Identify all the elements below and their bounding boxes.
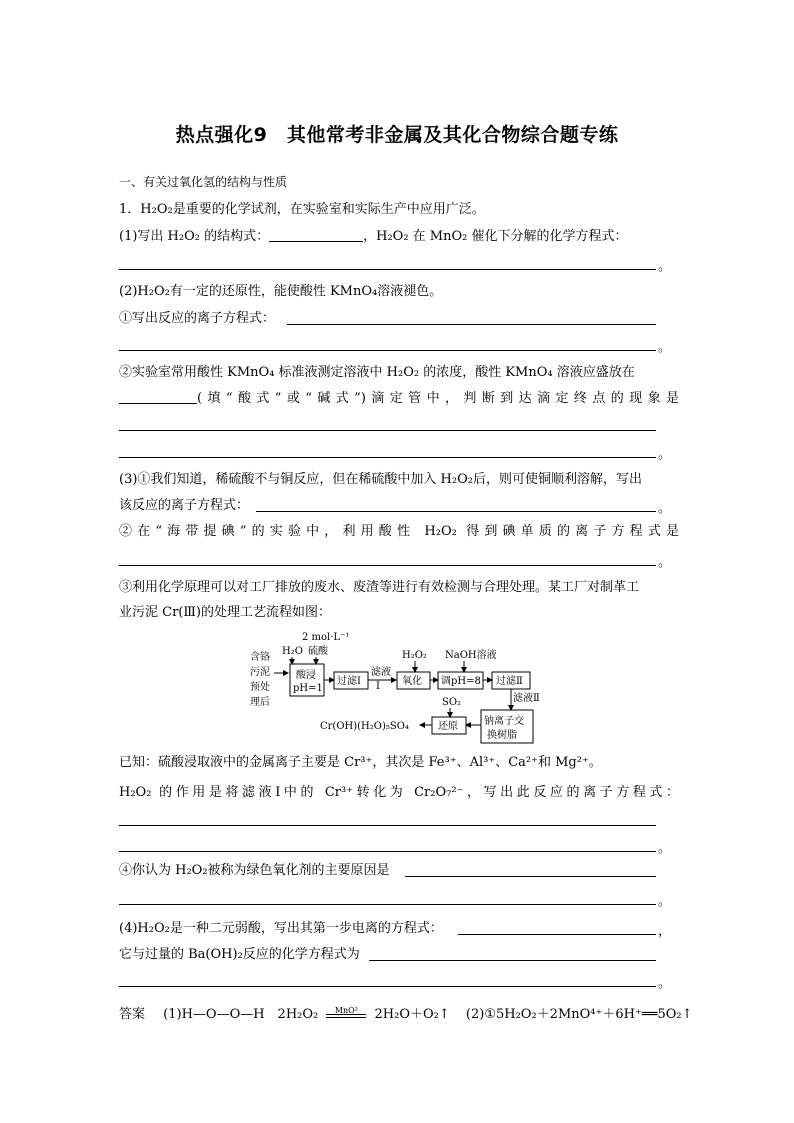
question-2-2-line-b	[119, 389, 679, 409]
burette-type-blank[interactable]	[119, 389, 197, 404]
flow-box-label: pH=1	[293, 683, 323, 694]
answer-line[interactable]	[369, 960, 656, 961]
answer-line[interactable]	[119, 269, 656, 270]
period-mark: 。	[658, 894, 672, 909]
answer-line[interactable]	[119, 565, 656, 566]
period-mark: 。	[658, 976, 672, 991]
reagent-naoh: NaOH溶液	[445, 650, 497, 661]
question-1-line	[119, 227, 679, 247]
answer-line[interactable]	[287, 324, 656, 325]
period-mark: 。	[658, 501, 672, 516]
reagent-h2o2: H₂O₂	[402, 650, 427, 661]
period-mark: 。	[658, 447, 672, 462]
flow-box-label: 调pH=8	[441, 676, 481, 687]
q4-text-b: 它与过量的 Ba(OH)₂反应的化学方程式为	[119, 947, 360, 962]
filtrate-label: Ⅰ	[376, 681, 380, 692]
flow-box-label: 还原	[438, 721, 458, 732]
q1-part1-text-b: ，H₂O₂ 在 MnO₂ 催化下分解的化学方程式：	[363, 229, 628, 244]
reagent-so2: SO₂	[442, 697, 462, 708]
flow-start-label: 理后	[250, 697, 270, 708]
question-3-2-line: ②在“海带提碘”的实验中，利用酸性 H₂O₂ 得到碘单质的离子方程式是	[119, 524, 679, 539]
period-mark: 。	[658, 259, 672, 274]
answer-section	[119, 1003, 693, 1022]
structural-formula-blank[interactable]	[269, 227, 363, 242]
period-mark: 。	[658, 841, 672, 856]
q3-1-text-b: 该反应的离子方程式：	[119, 498, 250, 513]
flow-box-label: 过滤Ⅱ	[496, 676, 523, 687]
reagent-concentration: 2 mol·L⁻¹	[302, 632, 350, 643]
q4-text-a: (4)H₂O₂是一种二元弱酸，写出其第一步电离的方程式：	[119, 921, 443, 936]
reagent-sulfuric-acid: 硫酸	[308, 646, 328, 657]
section-heading: 一、有关过氧化氢的结构与性质	[119, 175, 288, 189]
q3-4-text: ④你认为 H₂O₂被称为绿色氧化剂的主要原因是	[119, 863, 390, 878]
question-3-3-line-c: H₂O₂ 的作用是将滤液Ⅰ中的 Cr³⁺转化为 Cr₂O₇²⁻，写出此反应的离子方程式：	[119, 785, 679, 800]
question-2-2-line-a: ②实验室常用酸性 KMnO₄ 标准液测定溶液中 H₂O₂ 的浓度，酸性 KMnO₄ 溶液应盛放在	[119, 365, 635, 380]
period-mark: 。	[658, 340, 672, 355]
question-3-3-line-a: ③利用化学原理可以对工厂排放的废水、废渣等进行有效检测与合理处理。某工厂对制革工	[119, 580, 640, 595]
answer-line[interactable]	[119, 851, 656, 852]
answer-line[interactable]	[119, 904, 656, 905]
q1-part1-text-a: (1)写出 H₂O₂ 的结构式：	[119, 229, 270, 244]
answer-part-1: (1)H—O—O—H 2H₂O₂	[163, 1007, 319, 1022]
page-title: 热点强化9 其他常考非金属及其化合物综合题专练	[175, 124, 619, 146]
flow-product: Cr(OH)(H₂O)₅SO₄	[320, 721, 409, 732]
catalyst-arrow	[326, 1006, 366, 1018]
flow-box-label: 酸浸	[296, 670, 316, 681]
reagent-water: H₂O	[282, 646, 303, 657]
question-2-line: (2)H₂O₂有一定的还原性，能使酸性 KMnO₄溶液褪色。	[119, 284, 443, 299]
flow-start-label: 预处	[250, 682, 270, 693]
answer-line[interactable]	[458, 934, 656, 935]
answer-line[interactable]	[405, 876, 656, 877]
known-info-line: 已知：硫酸浸取液中的金属离子主要是 Cr³⁺，其次是 Fe³⁺、Al³⁺、Ca²⁺和 Mg²⁺。	[119, 755, 602, 770]
process-flow-diagram	[248, 628, 578, 754]
question-4-line-a	[119, 919, 679, 939]
question-3-4-line	[119, 861, 679, 881]
period-mark: 。	[658, 555, 672, 570]
flow-start-label: 污泥	[250, 667, 270, 678]
answer-part-1b: 2H₂O＋O₂↑	[374, 1007, 450, 1022]
filtrate-2-label: 滤液Ⅱ	[513, 693, 540, 704]
flow-box-label: 钠离子交	[484, 716, 524, 727]
filtrate-label: 滤液	[371, 667, 391, 678]
question-2-1-line	[119, 309, 679, 329]
q2-1-text: ①写出反应的离子方程式：	[119, 311, 276, 326]
flow-box-label: 过滤Ⅰ	[337, 676, 361, 687]
answer-line[interactable]	[119, 825, 656, 826]
answer-part-2: (2)①5H₂O₂＋2MnO⁴⁺＋6H⁺══5O₂↑	[465, 1007, 693, 1022]
flow-box-label: 换树脂	[487, 730, 517, 741]
question-4-line-b	[119, 945, 679, 965]
answer-line[interactable]	[119, 350, 656, 351]
q2-2-text-b: (填“酸式”或“碱式”)滴定管中，判断到达滴定终点的现象是	[197, 391, 679, 406]
catalyst-label: MnO²	[334, 1006, 358, 1015]
flow-start-label: 含铬	[250, 652, 270, 663]
question-3-3-line-b: 业污泥 Cr(Ⅲ)的处理工艺流程如图：	[119, 605, 331, 620]
question-3-1-line-b	[119, 496, 679, 516]
flow-box-label: 氧化	[402, 676, 422, 687]
answer-line[interactable]	[119, 457, 656, 458]
answer-line[interactable]	[256, 511, 656, 512]
answer-label: 答案	[119, 1007, 146, 1022]
answer-line[interactable]	[119, 430, 656, 431]
answer-line[interactable]	[119, 986, 656, 987]
question-3-1-line-a: (3)①我们知道，稀硫酸不与铜反应，但在稀硫酸中加入 H₂O₂后，则可使铜顺利溶解，写出	[119, 472, 642, 487]
question-intro: 1．H₂O₂是重要的化学试剂，在实验室和实际生产中应用广泛。	[119, 202, 485, 217]
comma-mark: ，	[658, 924, 672, 939]
